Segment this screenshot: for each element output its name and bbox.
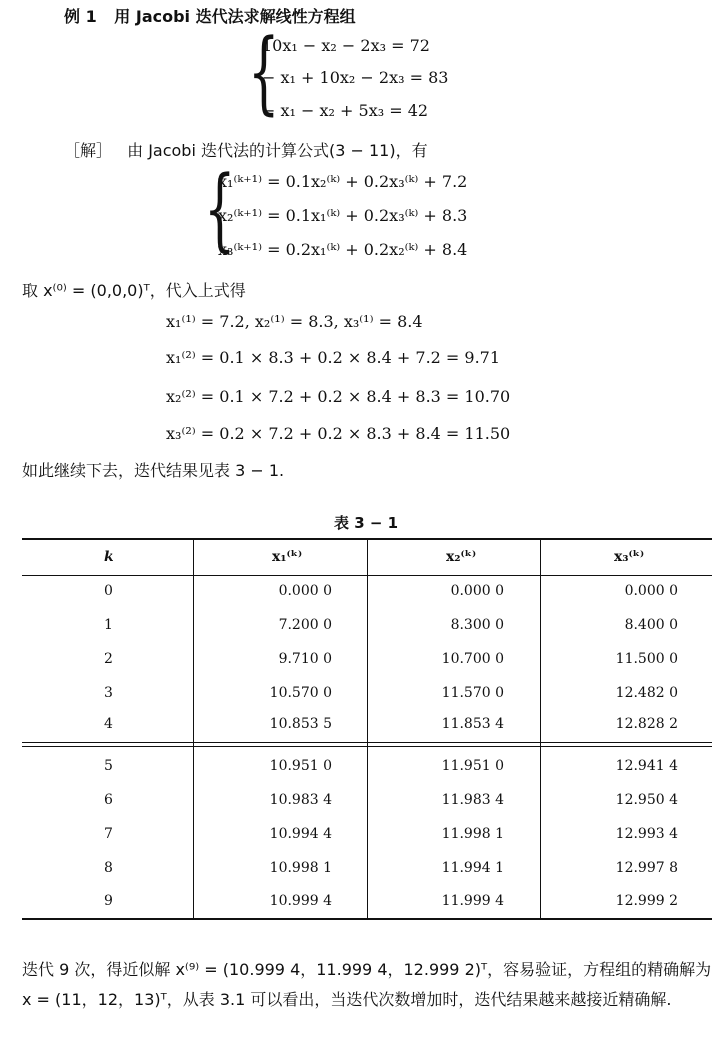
header-x2: x₂⁽ᵏ⁾ bbox=[446, 549, 477, 565]
table-cell-x1: 10.951 0 bbox=[269, 758, 332, 774]
table-cell-x2: 10.700 0 bbox=[441, 651, 504, 667]
table-cell-k: 5 bbox=[104, 758, 113, 774]
table-cell-x1: 10.853 5 bbox=[269, 716, 332, 732]
table-cell-x1: 10.994 4 bbox=[269, 826, 332, 842]
table-cell-x3: 12.828 2 bbox=[615, 716, 678, 732]
formula-1: x₁⁽ᵏ⁺¹⁾ = 0.1x₂⁽ᵏ⁾ + 0.2x₃⁽ᵏ⁾ + 7.2 bbox=[218, 172, 468, 191]
table-cell-x2: 11.853 4 bbox=[441, 716, 504, 732]
example-title: 用 Jacobi 迭代法求解线性方程组 bbox=[114, 7, 356, 26]
table-cell-k: 2 bbox=[104, 651, 113, 667]
table-cell-x3: 8.400 0 bbox=[624, 617, 678, 633]
table-cell-x2: 11.994 1 bbox=[441, 860, 504, 876]
equation-2: − x₁ + 10x₂ − 2x₃ = 83 bbox=[262, 68, 449, 87]
table-cell-x2: 8.300 0 bbox=[450, 617, 504, 633]
table-cell-x3: 12.950 4 bbox=[615, 792, 678, 808]
table-cell-x2: 11.998 1 bbox=[441, 826, 504, 842]
table-cell-x3: 12.941 4 bbox=[615, 758, 678, 774]
table-cell-k: 3 bbox=[104, 685, 113, 701]
table-cell-x2: 11.999 4 bbox=[441, 893, 504, 909]
formula-3: x₃⁽ᵏ⁺¹⁾ = 0.2x₁⁽ᵏ⁾ + 0.2x₂⁽ᵏ⁾ + 8.4 bbox=[218, 240, 468, 259]
table-cell-x1: 10.570 0 bbox=[269, 685, 332, 701]
table-cell-x2: 11.951 0 bbox=[441, 758, 504, 774]
table-cell-x1: 9.710 0 bbox=[278, 651, 332, 667]
formula-brace: { bbox=[204, 157, 236, 262]
equation-1: 10x₁ − x₂ − 2x₃ = 72 bbox=[262, 36, 430, 55]
table-col-divider-3 bbox=[540, 540, 541, 918]
table-cell-x2: 11.983 4 bbox=[441, 792, 504, 808]
table-cell-x1: 7.200 0 bbox=[278, 617, 332, 633]
table-bottom-rule bbox=[22, 918, 712, 920]
table-cell-k: 0 bbox=[104, 583, 113, 599]
solution-intro: 由 Jacobi 迭代法的计算公式(3 − 11)，有 bbox=[127, 141, 428, 160]
table-cell-x1: 0.000 0 bbox=[278, 583, 332, 599]
table-cell-x1: 10.983 4 bbox=[269, 792, 332, 808]
table-cell-x1: 10.999 4 bbox=[269, 893, 332, 909]
table-cell-x3: 12.997 8 bbox=[615, 860, 678, 876]
table-col-divider-1 bbox=[193, 540, 194, 918]
equation-3: − x₁ − x₂ + 5x₃ = 42 bbox=[262, 101, 429, 120]
solution-label: ［解］ bbox=[64, 141, 113, 160]
table-cell-x2: 0.000 0 bbox=[450, 583, 504, 599]
step-first-iteration: x₁⁽¹⁾ = 7.2, x₂⁽¹⁾ = 8.3, x₃⁽¹⁾ = 8.4 bbox=[166, 312, 423, 331]
continue-line: 如此继续下去，迭代结果见表 3 − 1. bbox=[22, 461, 285, 480]
table-cell-k: 9 bbox=[104, 893, 113, 909]
table-cell-k: 7 bbox=[104, 826, 113, 842]
table-cell-k: 8 bbox=[104, 860, 113, 876]
table-caption: 表 3 − 1 bbox=[334, 514, 399, 532]
table-cell-x3: 12.993 4 bbox=[615, 826, 678, 842]
example-label: 例 1 bbox=[64, 7, 97, 26]
table-cell-x1: 10.998 1 bbox=[269, 860, 332, 876]
header-x1: x₁⁽ᵏ⁾ bbox=[272, 549, 303, 565]
table-cell-x3: 11.500 0 bbox=[615, 651, 678, 667]
table-cell-x2: 11.570 0 bbox=[441, 685, 504, 701]
table-cell-x3: 0.000 0 bbox=[624, 583, 678, 599]
table-cell-k: 4 bbox=[104, 716, 113, 732]
table-cell-k: 6 bbox=[104, 792, 113, 808]
table-cell-x3: 12.999 2 bbox=[615, 893, 678, 909]
header-k: k bbox=[104, 549, 114, 565]
step-x3-second: x₃⁽²⁾ = 0.2 × 7.2 + 0.2 × 8.3 + 8.4 = 11.50 bbox=[166, 424, 511, 443]
conclusion-paragraph: 迭代 9 次，得近似解 x⁽⁹⁾ = (10.999 4，11.999 4，12.999 2)ᵀ，容易验证，方程组的精确解为 x = (11，12，13)ᵀ，从表 3.1 可以看出，当迭代次数增加时，迭代结果越来越接近精确解. bbox=[22, 960, 712, 1009]
header-x3: x₃⁽ᵏ⁾ bbox=[614, 549, 645, 565]
table-cell-k: 1 bbox=[104, 617, 113, 633]
formula-2: x₂⁽ᵏ⁺¹⁾ = 0.1x₁⁽ᵏ⁾ + 0.2x₃⁽ᵏ⁾ + 8.3 bbox=[218, 206, 468, 225]
table-col-divider-2 bbox=[367, 540, 368, 918]
system-brace: { bbox=[248, 20, 280, 125]
initial-vector-line: 取 x⁽⁰⁾ = (0,0,0)ᵀ，代入上式得 bbox=[22, 281, 246, 300]
step-x1-second: x₁⁽²⁾ = 0.1 × 8.3 + 0.2 × 8.4 + 7.2 = 9.71 bbox=[166, 348, 501, 367]
step-x2-second: x₂⁽²⁾ = 0.1 × 7.2 + 0.2 × 8.4 + 8.3 = 10.70 bbox=[166, 387, 511, 406]
table-cell-x3: 12.482 0 bbox=[615, 685, 678, 701]
